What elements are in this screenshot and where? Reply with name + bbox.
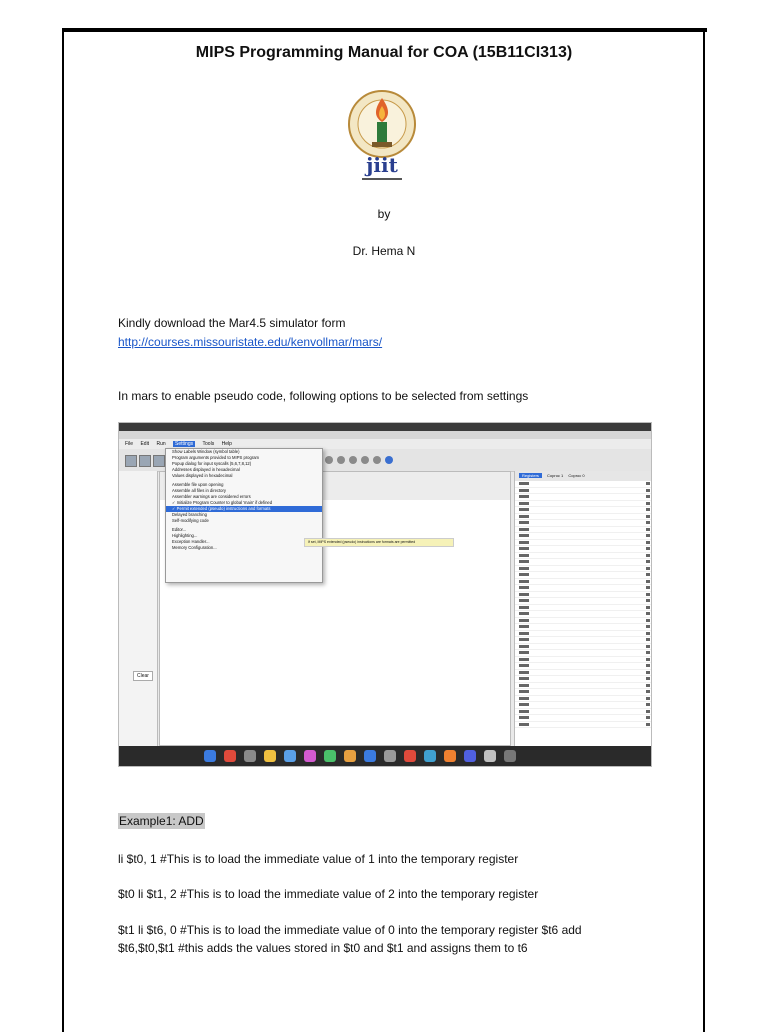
window-title-bar [119,431,651,439]
dock-app-icon[interactable] [364,750,376,762]
backstep-icon[interactable] [349,456,357,464]
menu-item[interactable]: Assembler warnings are considered errors [172,494,251,499]
dock-app-icon[interactable] [424,750,436,762]
menu-item[interactable]: Delayed branching [172,512,207,517]
clear-button[interactable]: Clear [133,671,153,681]
code-line-1: li $t0, 1 #This is to load the immediate value of 1 into the temporary register [118,852,519,866]
dock-app-icon[interactable] [344,750,356,762]
dock-app-icon[interactable] [504,750,516,762]
tab-registers[interactable]: Registers [519,473,542,478]
reset-icon[interactable] [385,456,393,464]
mac-menu-bar [119,423,651,431]
example-heading-text: Example1: ADD [119,814,204,828]
dock-app-icon[interactable] [384,750,396,762]
by-label: by [377,207,391,221]
tab-coproc1[interactable]: Coproc 1 [547,473,564,478]
menu-help[interactable]: Help [221,441,232,447]
dock-app-icon[interactable] [224,750,236,762]
register-table [515,481,652,728]
stop-icon[interactable] [373,456,381,464]
registers-panel [514,471,652,746]
menu-item[interactable]: Self-modifying code [172,518,209,523]
save-file-icon[interactable] [153,455,165,467]
run-icon[interactable] [325,456,333,464]
menu-run[interactable]: Run [156,441,166,447]
menu-file[interactable]: File [125,441,134,447]
dock-app-icon[interactable] [264,750,276,762]
dock-app-icon[interactable] [484,750,496,762]
new-file-icon[interactable] [125,455,137,467]
download-instruction: Kindly download the Mar4.5 simulator form [118,316,346,330]
dock-app-icon[interactable] [304,750,316,762]
menu-settings[interactable]: Settings [175,441,194,447]
menu-item[interactable]: Popup dialog for input syscalls (5,6,7,8,12) [172,461,252,466]
code-line-4: $t6,$t0,$t1 #this adds the values stored in $t0 and $t1 and assigns them to t6 [118,941,528,955]
author-name: Dr. Hema N [352,244,416,258]
pause-icon[interactable] [361,456,369,464]
messages-panel [119,471,158,746]
mars-screenshot [118,422,652,767]
menu-item[interactable]: Memory Configuration... [172,545,217,550]
logo-text: jiit [366,153,398,177]
register-tabs [515,471,652,481]
menu-item[interactable]: Addresses displayed in hexadecimal [172,467,240,472]
menu-item[interactable]: Values displayed in hexadecimal [172,473,233,478]
menu-item[interactable]: Editor... [172,527,187,532]
dock-app-icon[interactable] [444,750,456,762]
menu-item[interactable]: Exception Handler... [172,539,210,544]
menu-item[interactable]: Program arguments provided to MIPS program [172,455,260,460]
settings-tooltip: If set, MIPS extended (pseudo) instructions are formats are permitted [304,538,454,547]
open-file-icon[interactable] [139,455,151,467]
jiit-logo-icon [342,82,422,192]
menu-tools[interactable]: Tools [202,441,215,447]
code-line-3: $t1 li $t6, 0 #This is to load the immediate value of 0 into the temporary register $t6 add [118,923,582,937]
step-icon[interactable] [337,456,345,464]
download-link[interactable]: http://courses.missouristate.edu/kenvollmar/mars/ [118,335,383,349]
dock-app-icon[interactable] [204,750,216,762]
dock-app-icon[interactable] [324,750,336,762]
menu-item[interactable]: Assemble all files in directory [172,488,226,493]
dock-app-icon[interactable] [244,750,256,762]
code-line-2: $t0 li $t1, 2 #This is to load the immediate value of 2 into the temporary register [118,887,539,901]
register-row [515,722,652,729]
document-title: MIPS Programming Manual for COA (15B11CI313) [195,44,573,61]
mac-dock [119,746,651,767]
menu-item[interactable]: Highlighting... [172,533,198,538]
tab-coproc0[interactable]: Coproc 0 [568,473,585,478]
dock-app-icon[interactable] [284,750,296,762]
menu-item[interactable]: Assemble file upon opening [172,482,224,487]
dock-app-icon[interactable] [404,750,416,762]
menu-item[interactable]: ✓ Initialize Program Counter to global 'main' if defined [172,500,273,505]
menu-edit[interactable]: Edit [140,441,150,447]
dock-app-icon[interactable] [464,750,476,762]
pseudo-instruction: In mars to enable pseudo code, following options to be selected from settings [118,389,529,403]
settings-menu [165,448,323,583]
menu-item-permit-pseudo[interactable]: ✓ Permit extended (pseudo) instructions and formats [166,506,322,512]
menu-item[interactable]: Show Labels Window (symbol table) [172,449,240,454]
example-heading [118,814,205,828]
